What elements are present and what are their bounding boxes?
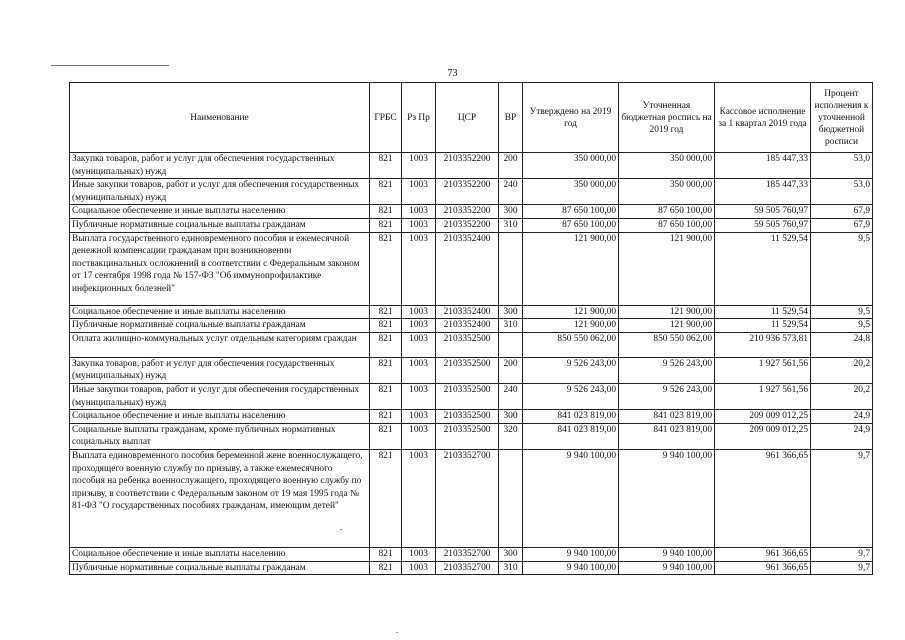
cell-grbs: 821 (370, 561, 402, 575)
cell-cash: 59 505 760,97 (715, 218, 811, 232)
cell-grbs: 821 (370, 383, 402, 409)
cell-rzpr: 1003 (402, 561, 436, 575)
cell-percent: 9,7 (811, 547, 873, 561)
cell-vr: 310 (499, 218, 523, 232)
cell-grbs: 821 (370, 205, 402, 219)
cell-csr: 2103352500 (436, 410, 499, 424)
cell-cash: 11 529,54 (715, 305, 811, 319)
table-header-row (70, 83, 873, 153)
cell-approved: 9 526 243,00 (523, 357, 619, 383)
table-row (70, 205, 873, 219)
scan-speck (396, 632, 398, 633)
cell-percent: 9,5 (811, 319, 873, 333)
cell-percent: 9,7 (811, 449, 873, 547)
cell-csr: 2103352500 (436, 332, 499, 357)
table-row (70, 357, 873, 383)
cell-rzpr: 1003 (402, 232, 436, 305)
cell-approved: 841 023 819,00 (523, 410, 619, 424)
cell-percent: 53,0 (811, 179, 873, 205)
cell-name: Социальное обеспечение и иные выплаты населению (70, 305, 370, 319)
header-name: Наименование (70, 83, 370, 153)
cell-refined: 9 526 243,00 (619, 383, 715, 409)
cell-approved: 9 526 243,00 (523, 383, 619, 409)
cell-name: Публичные нормативные социальные выплаты гражданам (70, 319, 370, 333)
cell-refined: 9 940 100,00 (619, 449, 715, 547)
cell-name: Выплата единовременного пособия беременной жене военнослужащего, проходящего военную службу по призыву, а также ежемесячного пособия на ребенка военнослужащего, проходящего военную службу по призыву, в соответствии с Федеральным законом от 19 мая 1995 года № 81-ФЗ "О государственных пособиях гражданам, имеющим детей" (70, 449, 370, 547)
cell-csr: 2103352700 (436, 547, 499, 561)
cell-csr: 2103352200 (436, 153, 499, 179)
cell-grbs: 821 (370, 218, 402, 232)
cell-vr: 240 (499, 383, 523, 409)
cell-cash: 210 936 573,81 (715, 332, 811, 357)
cell-percent: 24,9 (811, 423, 873, 449)
cell-cash: 185 447,33 (715, 179, 811, 205)
header-refined: Уточненная бюджетная роспись на 2019 год (619, 83, 715, 153)
cell-grbs: 821 (370, 547, 402, 561)
cell-refined: 841 023 819,00 (619, 423, 715, 449)
cell-approved: 121 900,00 (523, 319, 619, 333)
cell-name: Социальные выплаты гражданам, кроме публичных нормативных социальных выплат (70, 423, 370, 449)
cell-rzpr: 1003 (402, 319, 436, 333)
table-row (70, 232, 873, 305)
cell-approved: 87 650 100,00 (523, 205, 619, 219)
table-row (70, 410, 873, 424)
cell-vr: 310 (499, 561, 523, 575)
scan-speck (340, 529, 342, 530)
cell-refined: 850 550 062,00 (619, 332, 715, 357)
cell-approved: 350 000,00 (523, 153, 619, 179)
cell-percent: 67,9 (811, 218, 873, 232)
table-row (70, 319, 873, 333)
cell-csr: 2103352500 (436, 357, 499, 383)
cell-refined: 350 000,00 (619, 179, 715, 205)
cell-rzpr: 1003 (402, 410, 436, 424)
cell-name: Иные закупки товаров, работ и услуг для обеспечения государственных (муниципальных) нужд (70, 383, 370, 409)
table-row (70, 561, 873, 575)
header-cash: Кассовое исполнение за 1 квартал 2019 года (715, 83, 811, 153)
cell-grbs: 821 (370, 423, 402, 449)
budget-table (69, 82, 873, 575)
header-approved: Утверждено на 2019 год (523, 83, 619, 153)
cell-vr: 320 (499, 423, 523, 449)
header-rzpr: Рз Пр (402, 83, 436, 153)
cell-cash: 961 366,65 (715, 449, 811, 547)
cell-rzpr: 1003 (402, 218, 436, 232)
cell-name: Иные закупки товаров, работ и услуг для обеспечения государственных (муниципальных) нужд (70, 179, 370, 205)
cell-percent: 9,7 (811, 561, 873, 575)
cell-name: Публичные нормативные социальные выплаты гражданам (70, 218, 370, 232)
table-row (70, 383, 873, 409)
cell-vr: 200 (499, 153, 523, 179)
cell-csr: 2103352200 (436, 218, 499, 232)
page-number: 73 (447, 68, 458, 79)
table-row (70, 332, 873, 357)
cell-refined: 9 526 243,00 (619, 357, 715, 383)
cell-csr: 2103352400 (436, 232, 499, 305)
cell-vr: 300 (499, 305, 523, 319)
cell-approved: 121 900,00 (523, 305, 619, 319)
cell-grbs: 821 (370, 179, 402, 205)
cell-percent: 20,2 (811, 383, 873, 409)
cell-csr: 2103352500 (436, 383, 499, 409)
cell-name: Социальное обеспечение и иные выплаты населению (70, 205, 370, 219)
cell-grbs: 821 (370, 332, 402, 357)
cell-csr: 2103352200 (436, 179, 499, 205)
table-row (70, 547, 873, 561)
cell-cash: 209 009 012,25 (715, 423, 811, 449)
cell-vr: 310 (499, 319, 523, 333)
cell-approved: 87 650 100,00 (523, 218, 619, 232)
cell-approved: 121 900,00 (523, 232, 619, 305)
table-row (70, 218, 873, 232)
cell-csr: 2103352700 (436, 449, 499, 547)
header-vr: ВР (499, 83, 523, 153)
cell-vr: 200 (499, 357, 523, 383)
cell-percent: 9,5 (811, 305, 873, 319)
cell-rzpr: 1003 (402, 423, 436, 449)
cell-percent: 9,5 (811, 232, 873, 305)
cell-approved: 9 940 100,00 (523, 561, 619, 575)
cell-rzpr: 1003 (402, 205, 436, 219)
cell-vr (499, 449, 523, 547)
cell-cash: 11 529,54 (715, 232, 811, 305)
cell-grbs: 821 (370, 449, 402, 547)
cell-csr: 2103352700 (436, 561, 499, 575)
cell-vr (499, 332, 523, 357)
cell-cash: 961 366,65 (715, 547, 811, 561)
cell-csr: 2103352400 (436, 319, 499, 333)
cell-grbs: 821 (370, 357, 402, 383)
cell-name: Выплата государственного единовременного пособия и ежемесячной денежной компенсации гражданам при возникновении поствакцинальных осложнений в соответствии с Федеральным законом от 17 сентября 1998 года № 157-ФЗ "Об иммунопрофилактике инфекционных болезней" (70, 232, 370, 305)
cell-csr: 2103352500 (436, 423, 499, 449)
cell-rzpr: 1003 (402, 305, 436, 319)
cell-grbs: 821 (370, 232, 402, 305)
cell-cash: 59 505 760,97 (715, 205, 811, 219)
cell-name: Социальное обеспечение и иные выплаты населению (70, 410, 370, 424)
cell-cash: 11 529,54 (715, 319, 811, 333)
cell-vr: 240 (499, 179, 523, 205)
cell-refined: 121 900,00 (619, 319, 715, 333)
cell-approved: 841 023 819,00 (523, 423, 619, 449)
cell-approved: 350 000,00 (523, 179, 619, 205)
cell-cash: 961 366,65 (715, 561, 811, 575)
cell-rzpr: 1003 (402, 179, 436, 205)
cell-percent: 24,8 (811, 332, 873, 357)
header-csr: ЦСР (436, 83, 499, 153)
cell-rzpr: 1003 (402, 357, 436, 383)
cell-grbs: 821 (370, 305, 402, 319)
table-row (70, 305, 873, 319)
top-rule (51, 65, 169, 66)
cell-grbs: 821 (370, 410, 402, 424)
cell-percent: 24,9 (811, 410, 873, 424)
table-row (70, 423, 873, 449)
cell-percent: 20,2 (811, 357, 873, 383)
table-row (70, 153, 873, 179)
cell-grbs: 821 (370, 319, 402, 333)
cell-cash: 185 447,33 (715, 153, 811, 179)
cell-approved: 9 940 100,00 (523, 449, 619, 547)
cell-cash: 1 927 561,56 (715, 383, 811, 409)
cell-refined: 350 000,00 (619, 153, 715, 179)
cell-csr: 2103352200 (436, 205, 499, 219)
cell-rzpr: 1003 (402, 153, 436, 179)
header-grbs: ГРБС (370, 83, 402, 153)
cell-rzpr: 1003 (402, 383, 436, 409)
cell-refined: 121 900,00 (619, 232, 715, 305)
cell-refined: 87 650 100,00 (619, 205, 715, 219)
cell-approved: 850 550 062,00 (523, 332, 619, 357)
cell-percent: 67,9 (811, 205, 873, 219)
cell-vr: 300 (499, 205, 523, 219)
cell-approved: 9 940 100,00 (523, 547, 619, 561)
cell-grbs: 821 (370, 153, 402, 179)
cell-csr: 2103352400 (436, 305, 499, 319)
cell-cash: 1 927 561,56 (715, 357, 811, 383)
cell-vr (499, 232, 523, 305)
cell-rzpr: 1003 (402, 547, 436, 561)
cell-name: Социальное обеспечение и иные выплаты населению (70, 547, 370, 561)
cell-refined: 841 023 819,00 (619, 410, 715, 424)
cell-vr: 300 (499, 547, 523, 561)
cell-refined: 87 650 100,00 (619, 218, 715, 232)
cell-percent: 53,0 (811, 153, 873, 179)
cell-refined: 9 940 100,00 (619, 547, 715, 561)
table-row (70, 179, 873, 205)
cell-rzpr: 1003 (402, 332, 436, 357)
table-row (70, 449, 873, 547)
cell-refined: 9 940 100,00 (619, 561, 715, 575)
cell-name: Закупка товаров, работ и услуг для обеспечения государственных (муниципальных) нужд (70, 357, 370, 383)
cell-refined: 121 900,00 (619, 305, 715, 319)
cell-cash: 209 009 012,25 (715, 410, 811, 424)
cell-name: Закупка товаров, работ и услуг для обеспечения государственных (муниципальных) нужд (70, 153, 370, 179)
cell-rzpr: 1003 (402, 449, 436, 547)
cell-name: Публичные нормативные социальные выплаты гражданам (70, 561, 370, 575)
cell-name: Оплата жилищно-коммунальных услуг отдельным категориям граждан (70, 332, 370, 357)
cell-vr: 300 (499, 410, 523, 424)
header-percent: Процент исполнения к уточненной бюджетной росписи (811, 83, 873, 153)
